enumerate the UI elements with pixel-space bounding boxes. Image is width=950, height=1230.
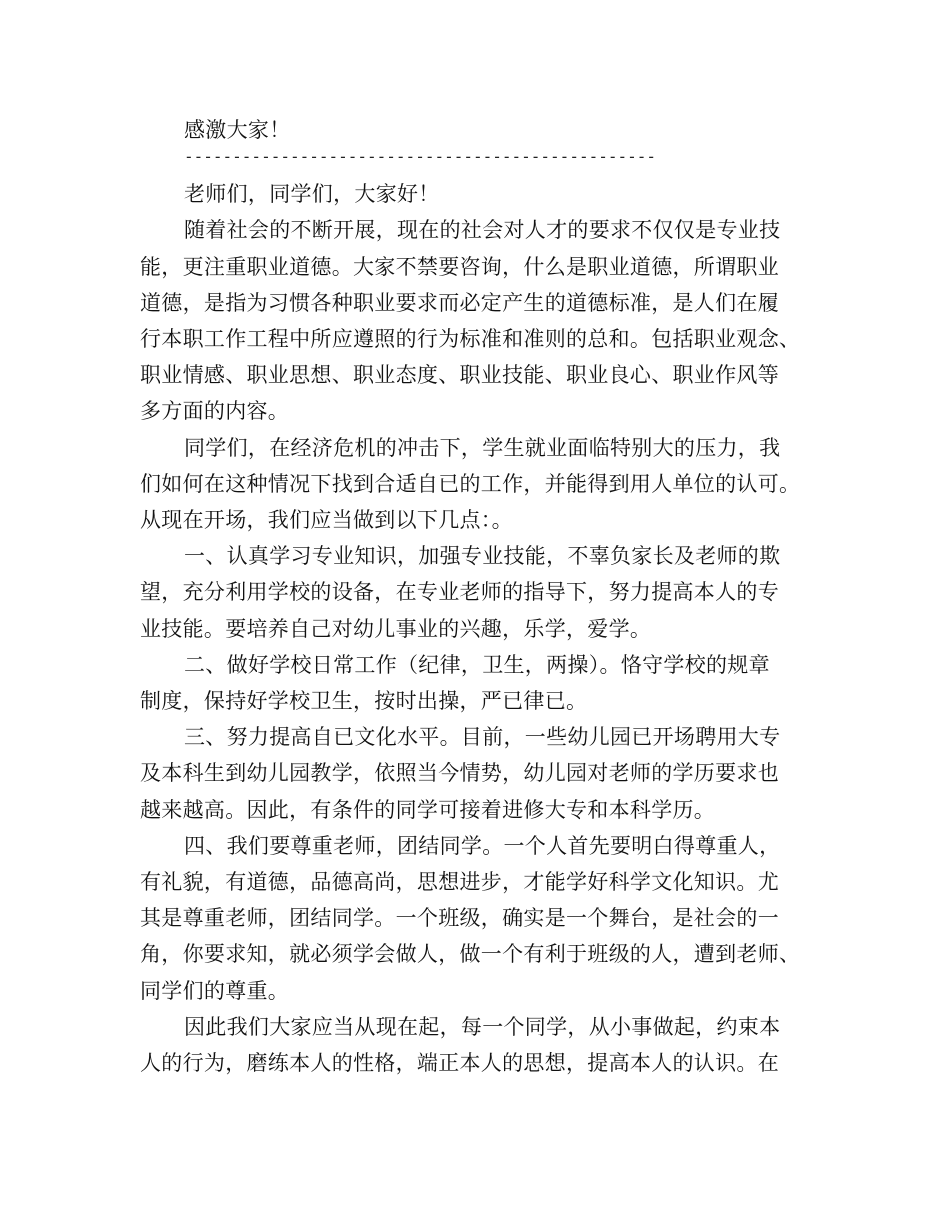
paragraph-line: 其是尊重老师，团结同学。一个班级，确实是一个舞台，是社会的一 [140, 906, 779, 931]
paragraph-line: 一、认真学习专业知识，加强专业技能，不辜负家长及老师的欺 [184, 544, 781, 569]
paragraph-line: 们如何在这种情况下找到合适自已的工作，并能得到用人单位的认可。 [140, 471, 801, 496]
paragraph-line: 四、我们要尊重老师，团结同学。一个人首先要明白得尊重人， [184, 833, 781, 858]
paragraph-line: 从现在开场，我们应当做到以下几点：。 [140, 508, 513, 533]
paragraph-line: 有礼貌，有道德，品德高尚，思想进步，才能学好科学文化知识。尤 [140, 870, 779, 895]
paragraph-line: 及本科生到幼儿园教学，依照当今情势，幼儿园对老师的学历要求也 [140, 761, 779, 786]
section-divider: ------------------------------------------------- [184, 147, 657, 167]
paragraph-line: 制度，保持好学校卫生，按时出操，严已律已。 [140, 689, 588, 714]
paragraph-line: 随着社会的不断开展，现在的社会对人才的要求不仅仅是专业技 [184, 218, 781, 243]
paragraph-line: 角，你要求知，就必须学会做人，做一个有利于班级的人，遭到老师、 [140, 942, 801, 967]
paragraph-line: 行本职工作工程中所应遵照的行为标准和准则的总和。包括职业观念、 [140, 327, 801, 352]
paragraph-line: 二、做好学校日常工作（纪律，卫生，两操）。恪守学校的规章 [184, 652, 770, 677]
paragraph-line: 多方面的内容。 [140, 399, 290, 424]
document-body [140, 112, 820, 1081]
paragraph-line: 同学们，在经济危机的冲击下，学生就业面临特别大的压力，我 [184, 435, 781, 460]
paragraph-line: 人的行为，磨练本人的性格，端正本人的思想，提高本人的认识。在 [140, 1051, 779, 1076]
paragraph-employment-pressure [140, 430, 820, 539]
paragraph-conclusion [140, 1009, 820, 1081]
paragraph-line: 越来越高。因此，有条件的同学可接着进修大专和本科学历。 [140, 797, 716, 822]
paragraph-line: 业技能。要培养自己对幼儿事业的兴趣，乐学，爱学。 [140, 616, 652, 641]
paragraph-line: 道德，是指为习惯各种职业要求而必定产生的道德标准，是人们在履 [140, 290, 779, 315]
paragraph-point-three [140, 719, 820, 828]
paragraph-line: 能，更注重职业道德。大家不禁要咨询，什么是职业道德，所谓职业 [140, 254, 779, 279]
closing-line: 感激大家！ [184, 118, 291, 142]
paragraph-line: 三、努力提高自已文化水平。目前，一些幼儿园已开场聘用大专 [184, 725, 781, 750]
paragraph-point-two [140, 647, 820, 719]
paragraph-line: 因此我们大家应当从现在起，每一个同学，从小事做起，约束本 [184, 1014, 781, 1039]
paragraph-line: 职业情感、职业思想、职业态度、职业技能、职业良心、职业作风等 [140, 363, 779, 388]
paragraph-point-four [140, 828, 820, 1009]
paragraph-professional-ethics [140, 212, 820, 429]
paragraph-line: 望，充分利用学校的设备，在专业老师的指导下，努力提高本人的专 [140, 580, 779, 605]
greeting-line: 老师们，同学们，大家好！ [184, 182, 440, 207]
paragraph-point-one [140, 538, 820, 647]
paragraph-line: 同学们的尊重。 [140, 978, 290, 1003]
